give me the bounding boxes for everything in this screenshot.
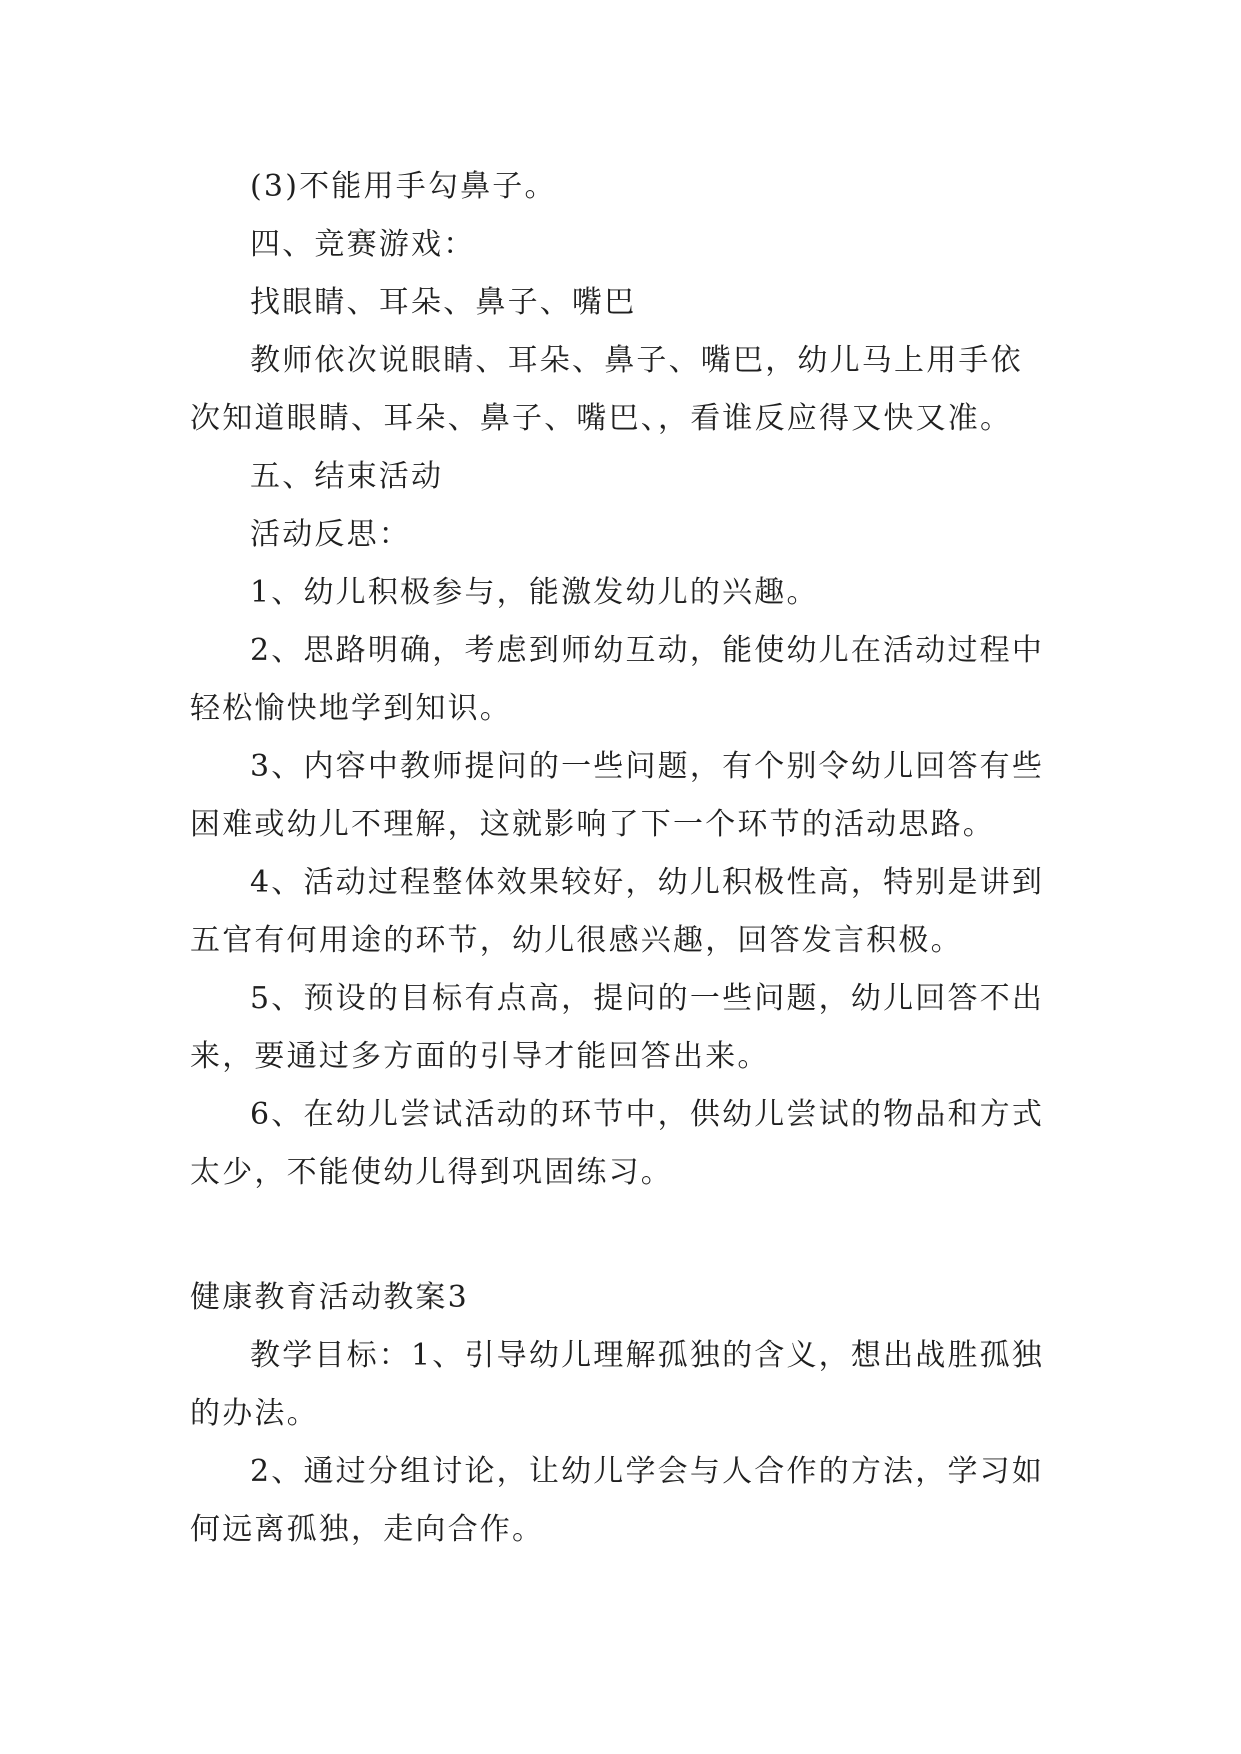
paragraph-game-rules: 教师依次说眼睛、耳朵、鼻子、嘴巴，幼儿马上用手依次知道眼睛、耳朵、鼻子、嘴巴、，看谁反应得又快又准。 [190,343,1023,436]
document-body-bottom [190,1269,1050,1559]
paragraph-reflection-5: 5、预设的目标有点高，提问的一些问题，幼儿回答不出来，要通过多方面的引导才能回答出来。 [190,981,1045,1074]
paragraph-rule-3: (3)不能用手勾鼻子。 [250,169,557,204]
document-body-top [190,158,1050,1202]
heading-competition-game: 四、竞赛游戏： [250,227,476,262]
paragraph-teaching-goal-1: 教学目标：1、引导幼儿理解孤独的含义，想出战胜孤独的办法。 [190,1338,1045,1431]
paragraph-reflection-2: 2、思路明确，考虑到师幼互动，能使幼儿在活动过程中轻松愉快地学到知识。 [190,633,1045,726]
paragraph-reflection-6: 6、在幼儿尝试活动的环节中，供幼儿尝试的物品和方式太少，不能使幼儿得到巩固练习。 [190,1097,1045,1190]
paragraph-reflection-1: 1、幼儿积极参与，能激发幼儿的兴趣。 [250,575,819,610]
paragraph-reflection-4: 4、活动过程整体效果较好，幼儿积极性高，特别是讲到五官有何用途的环节，幼儿很感兴趣，回答发言积极。 [190,865,1045,958]
paragraph-reflection-3: 3、内容中教师提问的一些问题，有个别令幼儿回答有些困难或幼儿不理解，这就影响了下一个环节的活动思路。 [190,749,1045,842]
section-title: 健康教育活动教案3 [190,1280,469,1315]
paragraph-game-name: 找眼睛、耳朵、鼻子、嘴巴 [250,285,637,320]
heading-reflection: 活动反思： [250,517,411,552]
paragraph-teaching-goal-2: 2、通过分组讨论，让幼儿学会与人合作的方法，学习如何远离孤独，走向合作。 [190,1454,1045,1547]
heading-end-activity: 五、结束活动 [250,459,444,494]
